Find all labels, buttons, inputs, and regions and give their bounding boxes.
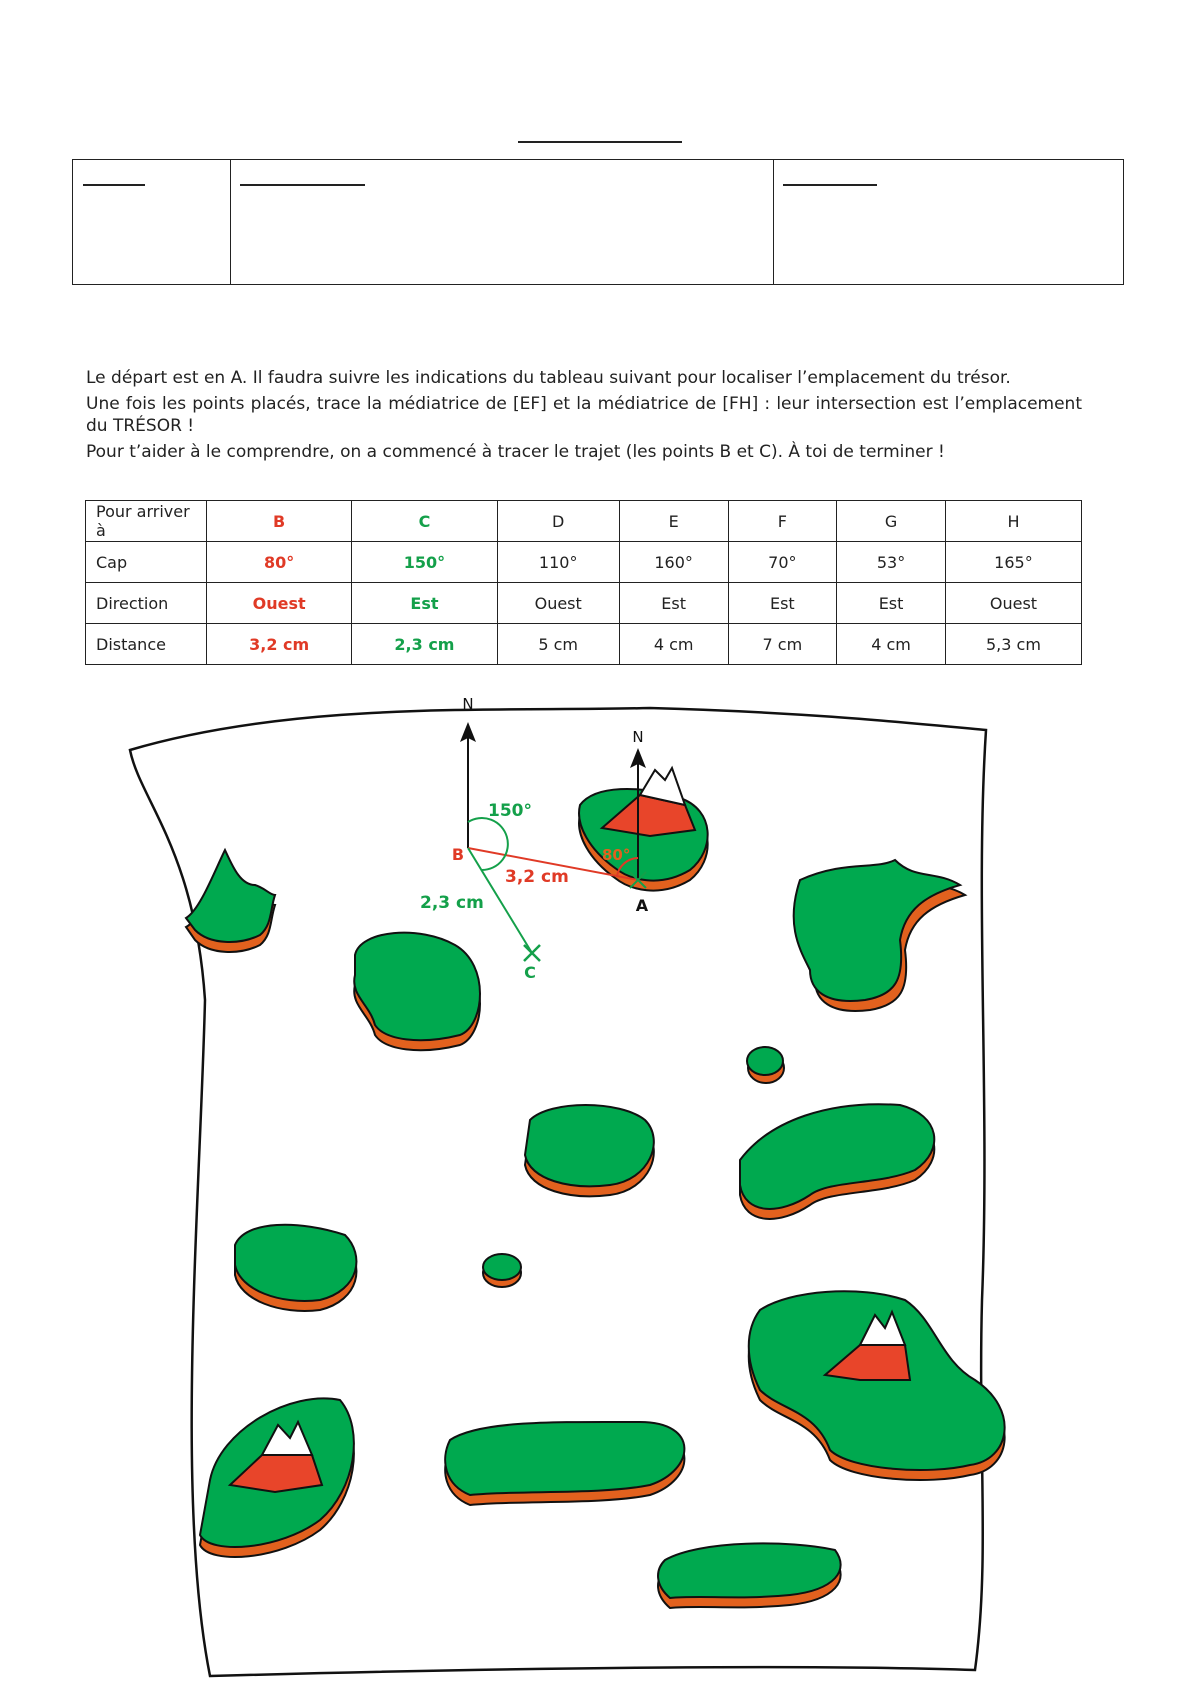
island [525, 1105, 654, 1196]
cell-cap-d: 110° [497, 542, 619, 583]
cell-distance-b: 3,2 cm [207, 624, 352, 665]
row-label: Cap [86, 542, 207, 583]
angle-a-label: 80° [602, 846, 631, 864]
row-label: Distance [86, 624, 207, 665]
cell-direction-c: Est [352, 583, 497, 624]
distance-ab-label: 3,2 cm [505, 867, 569, 887]
cell-distance-h: 5,3 cm [945, 624, 1081, 665]
north-label-a: N [632, 728, 644, 746]
cell-direction-h: Ouest [945, 583, 1081, 624]
cell-distance-f: 7 cm [728, 624, 837, 665]
cell-cap-h: 165° [945, 542, 1081, 583]
island [740, 1104, 934, 1219]
instruction-line-3: Pour t’aider à le comprendre, on a commencé à tracer le trajet (les points B et C). À toi de terminer ! [86, 442, 945, 462]
cell-direction-g: Est [837, 583, 946, 624]
point-a-label: A [635, 896, 649, 915]
point-c-label: C [524, 963, 536, 982]
cell-direction-e: Est [619, 583, 728, 624]
cell-point-f: F [728, 501, 837, 542]
cell-distance-e: 4 cm [619, 624, 728, 665]
cell-cap-g: 53° [837, 542, 946, 583]
cell-point-d: D [497, 501, 619, 542]
distance-bc-label: 2,3 cm [420, 893, 484, 913]
cell-cap-c: 150° [352, 542, 497, 583]
angle-b-label: 150° [488, 801, 532, 821]
island [235, 1225, 356, 1311]
cell-point-e: E [619, 501, 728, 542]
island [354, 933, 480, 1051]
instruction-line-2: Une fois les points placés, trace la médiatrice de [EF] et la médiatrice de [FH] : leur intersection est l’emplacement du TRÉSOR ! [86, 394, 1082, 436]
island [445, 1422, 684, 1505]
cell-point-c: C [352, 501, 497, 542]
cell-cap-e: 160° [619, 542, 728, 583]
volcano-island [749, 1291, 1005, 1480]
point-b-label: B [451, 845, 465, 864]
cell-cap-f: 70° [728, 542, 837, 583]
island [186, 850, 275, 952]
cell-direction-f: Est [728, 583, 837, 624]
island [483, 1254, 521, 1287]
cell-distance-d: 5 cm [497, 624, 619, 665]
angle-arc-b [468, 818, 508, 870]
cell-point-h: H [945, 501, 1081, 542]
cell-distance-g: 4 cm [837, 624, 946, 665]
cell-point-g: G [837, 501, 946, 542]
row-label: Pour arriver à [86, 501, 207, 542]
cell-distance-c: 2,3 cm [352, 624, 497, 665]
cell-cap-b: 80° [207, 542, 352, 583]
volcano-island [200, 1398, 354, 1557]
north-label-b: N [462, 695, 474, 713]
island [747, 1047, 784, 1083]
row-label: Direction [86, 583, 207, 624]
cell-direction-d: Ouest [497, 583, 619, 624]
instruction-line-1: Le départ est en A. Il faudra suivre les indications du tableau suivant pour localiser l’emplacement du trésor. [86, 368, 1011, 388]
island [658, 1543, 841, 1608]
cell-direction-b: Ouest [207, 583, 352, 624]
cell-point-b: B [207, 501, 352, 542]
island [794, 860, 965, 1011]
point-c-mark [524, 945, 540, 961]
